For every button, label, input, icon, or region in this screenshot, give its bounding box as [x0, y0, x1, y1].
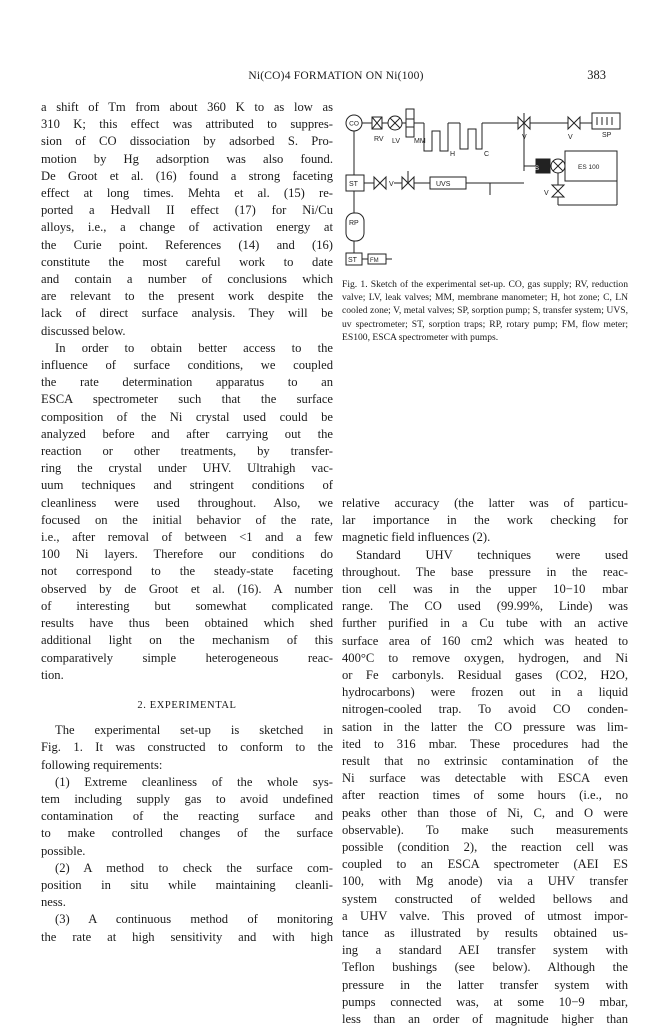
text-line: less than an order of magnitude higher than — [342, 1012, 628, 1027]
text-line: (3) A continuous method of monitoring — [55, 912, 333, 927]
text-line: ring the crystal under UHV. Ultrahigh vac- — [41, 461, 333, 476]
text-line: composition of the Ni crystal used could be — [41, 409, 333, 424]
text-line: sation in the latter the CO pressure was lim- — [342, 719, 628, 734]
text-line: or Fe carbonyls. Residual gases (CO2, H2O, — [342, 668, 628, 683]
text-line: analyzed before and after carrying out the — [41, 426, 333, 441]
text-line: effect at long times. Mehta et al. (15) re- — [41, 186, 333, 201]
text-line: the Curie point. References (14) and (16) — [41, 237, 333, 252]
text-line: range. The CO used (99.99%, Linde) was — [342, 599, 628, 614]
text-line: focused on the initial behavior of the rate, — [41, 512, 333, 527]
text-line: ported a Hedvall II effect (17) for Ni/Cu — [41, 203, 333, 218]
text-line: De Groot et al. (16) found a strong faceting — [41, 168, 333, 183]
text-line: surface area of 160 cm2 which was heated to — [342, 633, 628, 648]
text-line: of interesting but somewhat complicated — [41, 598, 333, 613]
text-line: to make controlled changes of the surface — [41, 826, 333, 841]
label-st-lower: ST — [348, 257, 357, 264]
text-line: sion of CO dissociation by adsorbed S. Pro- — [41, 134, 333, 149]
text-line: 100, with Mg anode) via a UHV transfer — [342, 874, 628, 889]
text-line: coupled to an ESCA spectrometer (AEI ES — [342, 857, 628, 872]
text-line: discussed below. — [41, 323, 126, 338]
text-line: relative accuracy (the latter was of particu- — [342, 496, 628, 510]
text-line: possible. — [41, 843, 86, 858]
text-line: ESCA spectrometer such that the surface — [41, 392, 333, 407]
left-paragraph-5 — [41, 860, 333, 912]
text-line: influence of surface conditions, we coupled — [41, 358, 333, 373]
label-rv: RV — [374, 136, 384, 143]
text-line: lar importance in the work checking for — [342, 513, 628, 528]
text-line: observable). To make such measurements — [342, 822, 628, 837]
label-st-upper: ST — [349, 181, 358, 188]
text-line: the rate determination apparatus to an — [41, 375, 333, 390]
text-line: Fig. 1. It was constructed to conform to the — [41, 740, 333, 755]
label-v1: V — [522, 134, 527, 141]
text-line: cleanliness were used throughout. Also, we — [41, 495, 333, 510]
label-s: S — [535, 166, 540, 172]
right-paragraph-2 — [342, 547, 628, 1028]
text-line: 310 K; this effect was attributed to suppres- — [41, 117, 333, 132]
text-line: ited to 316 mbar. These procedures had the — [342, 736, 628, 751]
text-line: peaks other than those of Ni, C, and O were — [342, 805, 628, 820]
metal-valve-symbol — [552, 185, 564, 197]
left-paragraph-1 — [41, 99, 333, 340]
text-line: tion. — [41, 667, 64, 682]
text-line: tance as illustrated by results obtained us- — [342, 926, 628, 941]
sorption-pump-symbol — [592, 113, 620, 129]
label-es100: ES 100 — [578, 164, 600, 171]
left-column — [41, 99, 333, 946]
text-line: 400°C to remove oxygen, hydrogen, and Ni — [342, 650, 628, 665]
text-line: tem including supply gas to avoid undefined — [41, 791, 333, 806]
text-line: contamination of the reacting surface and — [41, 809, 333, 824]
text-line: system constructed of welded bellows and — [342, 891, 628, 906]
text-line: In order to obtain better access to the — [55, 340, 333, 355]
text-line: Ni surface was detectable with ESCA even — [342, 771, 628, 786]
label-v2: V — [568, 134, 573, 141]
text-line: position in situ while maintaining cleanli- — [41, 877, 333, 892]
label-rp: RP — [349, 220, 359, 227]
right-column — [342, 495, 628, 1028]
figure-caption: Fig. 1. Sketch of the experimental set-up. CO, gas supply; RV, reduction valve; LV, leak valves; MM, membrane manometer; H, hot zone; C, LN cooled zone; V, metal valves; SP, sorption pump; S, transfer system; UVS, uv spectrometer; ST, sorption traps; RP, rotary pump; FM, flow meter; ES100, ESCA spectrometer with pumps. — [342, 279, 628, 343]
text-line: not correspond to the steady-state faceting — [41, 564, 333, 579]
label-h: H — [450, 151, 456, 158]
text-line: are relevant to the present work despite the — [41, 289, 333, 304]
label-co: CO — [349, 120, 359, 128]
text-line: nitrogen-cooled trap. To avoid CO conden- — [342, 702, 628, 717]
rotary-pump-symbol — [346, 213, 364, 241]
text-line: ness. — [41, 895, 66, 910]
text-line: motion by Hg adsorption was also found. — [41, 151, 333, 166]
text-line: comparatively simple heterogeneous reac- — [41, 650, 333, 665]
label-lv: LV — [392, 138, 401, 145]
text-line: (1) Extreme cleanliness of the whole sys- — [55, 774, 333, 789]
right-paragraph-1 — [342, 495, 628, 547]
text-line: the rate at high sensitivity and with high — [41, 929, 333, 944]
text-line: throughout. The base pressure in the reac- — [342, 564, 628, 579]
left-paragraph-6 — [41, 911, 333, 945]
text-line: alloys, i.e., a change of activation energy at — [41, 220, 333, 235]
text-line: tion cell was in the upper 10−10 mbar — [342, 582, 628, 597]
text-line: additional light on the mechanism of this — [41, 633, 333, 648]
running-title: Ni(CO)4 FORMATION ON Ni(100) — [248, 70, 424, 82]
text-line: ing a standard AEI transfer system with — [342, 943, 628, 958]
label-c: C — [484, 151, 490, 158]
label-uvs: UVS — [436, 181, 451, 188]
text-line: possible (condition 2), the reaction cell was — [342, 840, 628, 855]
text-line: a shift of Tm from about 360 K to as low as — [41, 100, 333, 114]
text-line: constitute the most careful work to date — [41, 254, 333, 269]
cooled-zone-coil — [460, 123, 482, 149]
left-paragraph-3 — [41, 722, 333, 774]
text-line: result that no extrinsic contamination of the — [342, 754, 628, 769]
metal-valve-symbol — [374, 177, 386, 189]
text-line: observed by de Groot et al. (16). A number — [41, 581, 333, 596]
label-v3: V — [544, 190, 549, 197]
text-line: The experimental set-up is sketched in — [55, 723, 333, 738]
text-line: results have thus been obtained which shed — [41, 616, 333, 631]
text-line: a UHV valve. This proved of utmost impor- — [342, 908, 628, 923]
text-line: pumps connected was, at some 10−9 mbar, — [342, 994, 628, 1009]
label-sp: SP — [602, 132, 612, 139]
apparatus-diagram — [342, 99, 628, 275]
text-line: 100 Ni layers. Therefore our conditions do — [41, 547, 333, 562]
text-line: pressure in the latter transfer system with — [342, 977, 628, 992]
text-line: Teflon bushings (see below). Although the — [342, 960, 628, 975]
text-line: lack of direct surface analysis. They will be — [41, 306, 333, 321]
label-v4: V — [389, 181, 394, 188]
label-mm: MM — [414, 138, 426, 145]
section-heading: 2. EXPERIMENTAL — [137, 699, 237, 711]
membrane-manometer-symbol — [406, 109, 414, 137]
left-paragraph-2 — [41, 340, 333, 357]
page-number: 383 — [587, 68, 606, 82]
text-line: i.e., after removal of between <1 and a few — [41, 530, 333, 545]
hot-zone-coil — [424, 123, 448, 151]
left-paragraph-2-cont — [41, 357, 333, 684]
text-line: uum techniques and stringent conditions of — [41, 478, 333, 493]
text-line: further purified in a Cu tube with an active — [342, 616, 628, 631]
text-line: magnetic field influences (2). — [342, 530, 491, 545]
label-fm: FM — [370, 258, 379, 264]
text-line: after reaction times of some hours (i.e., no — [342, 788, 628, 803]
text-line: hydrocarbons) were frozen out in a liquid — [342, 685, 628, 700]
text-line: Standard UHV techniques were used — [356, 547, 628, 562]
text-line: following requirements: — [41, 757, 163, 772]
metal-valve-symbol — [568, 117, 580, 129]
left-paragraph-4 — [41, 774, 333, 860]
figure-1-setup-sketch — [342, 99, 628, 275]
text-line: and contain a number of conclusions which — [41, 272, 333, 287]
text-line: (2) A method to check the surface com- — [55, 860, 333, 875]
text-line: reaction or other treatments, by transfer- — [41, 444, 333, 459]
